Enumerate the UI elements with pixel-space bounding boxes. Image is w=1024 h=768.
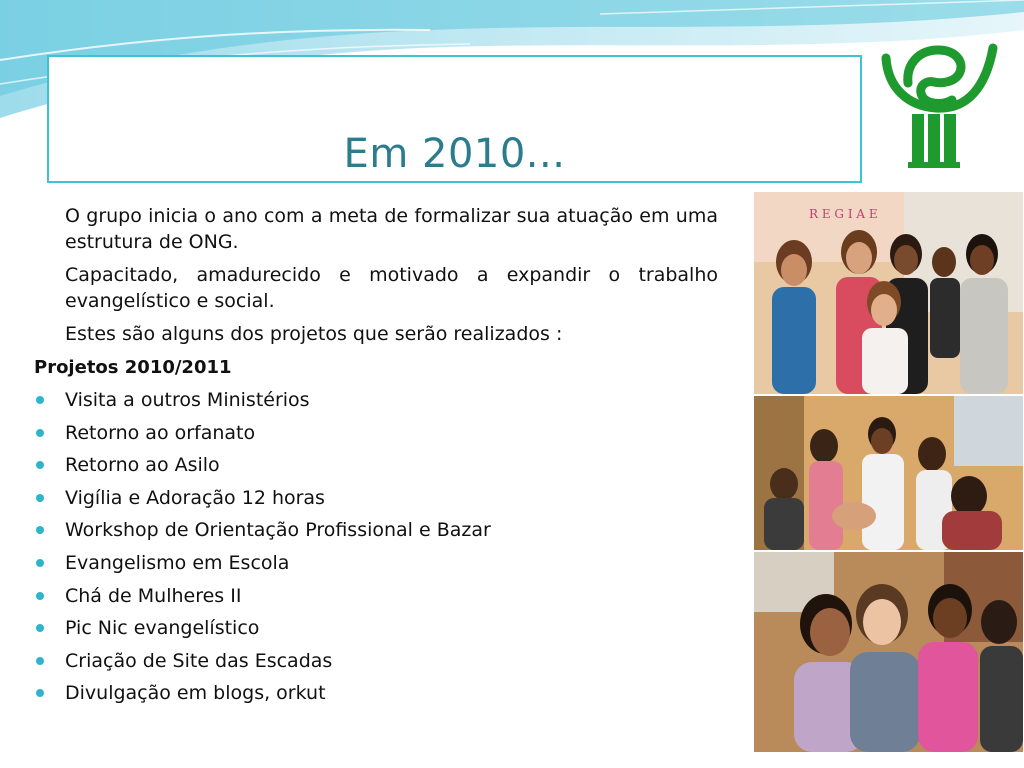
organization-logo (868, 28, 1008, 178)
bullet-icon (36, 396, 44, 404)
list-item (34, 387, 718, 420)
list-item-label: Evangelismo em Escola (65, 551, 290, 574)
list-item (34, 517, 718, 550)
list-item-label: Retorno ao orfanato (65, 421, 256, 444)
group-photo-prayer (754, 396, 1023, 550)
group-photo-hug (754, 552, 1023, 752)
intro-paragraph-2: Capacitado, amadurecido e motivado a expandir o trabalho evangelístico e social. (65, 264, 718, 312)
list-item (34, 550, 718, 583)
bullet-icon (36, 494, 44, 502)
group-photo-women (754, 192, 1023, 394)
list-item-label: Retorno ao Asilo (65, 454, 220, 477)
list-item (34, 452, 718, 485)
intro-paragraph-1: O grupo inicia o ano com a meta de formalizar sua atuação em uma estrutura de ONG. (65, 205, 718, 253)
sign-text: R E G I A E (809, 207, 878, 221)
list-item-label: Pic Nic evangelístico (65, 617, 260, 640)
title-box (47, 55, 862, 183)
projects-list (34, 387, 718, 713)
list-item (34, 615, 718, 648)
bullet-icon (36, 689, 44, 697)
projects-heading: Projetos 2010/2011 (34, 357, 232, 378)
bullet-icon (36, 526, 44, 534)
list-item (34, 648, 718, 681)
list-item-label: Chá de Mulheres II (65, 584, 242, 607)
list-item-label: Workshop de Orientação Profissional e Bazar (65, 519, 491, 542)
list-item (34, 485, 718, 518)
intro-paragraph-3: Estes são alguns dos projetos que serão realizados : (65, 323, 563, 345)
list-item (34, 420, 718, 453)
list-item-label: Divulgação em blogs, orkut (65, 682, 326, 705)
photo-column (752, 192, 1023, 752)
bullet-icon (36, 657, 44, 665)
slide-content (34, 203, 718, 713)
list-item-label: Criação de Site das Escadas (65, 649, 333, 672)
list-item-label: Visita a outros Ministérios (65, 389, 310, 411)
bullet-icon (36, 624, 44, 632)
bullet-icon (36, 429, 44, 437)
list-item (34, 680, 718, 713)
list-item (34, 583, 718, 616)
bullet-icon (36, 559, 44, 567)
bullet-icon (36, 592, 44, 600)
list-item-label: Vigília e Adoração 12 horas (65, 486, 325, 509)
bullet-icon (36, 461, 44, 469)
slide-title: Em 2010... (343, 131, 566, 177)
